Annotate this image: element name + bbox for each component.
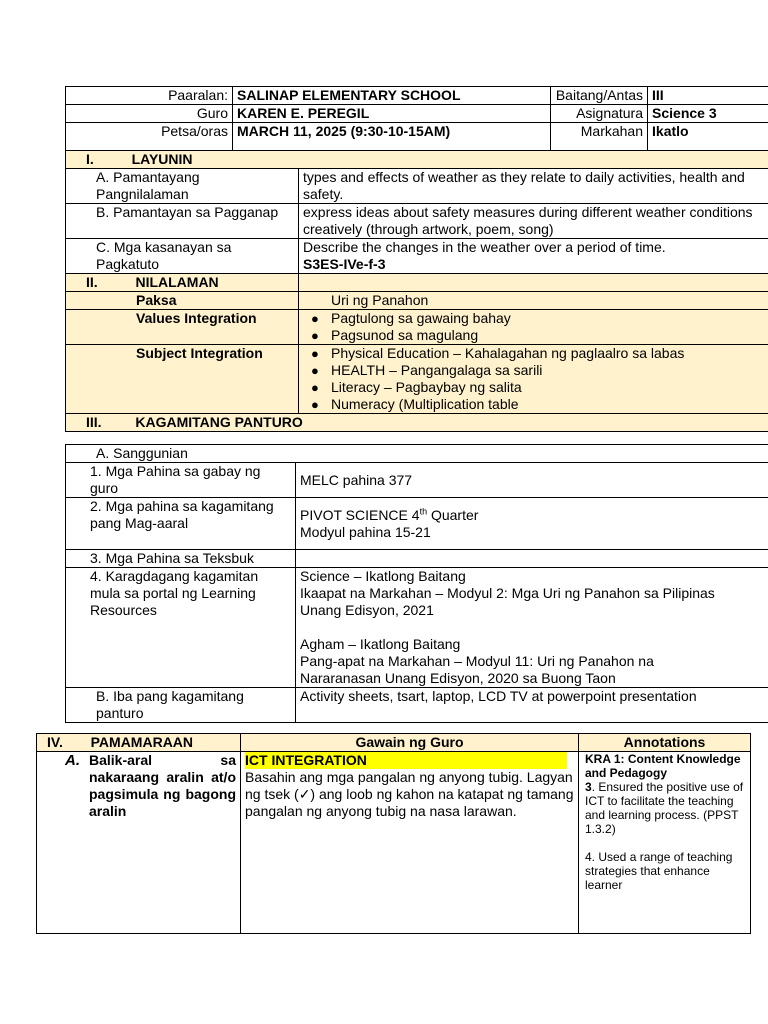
- objective-text: express ideas about safety measures during different weather conditions creatively (through artwork, poem, song): [299, 204, 768, 239]
- column-header: Annotations: [579, 734, 751, 752]
- objective-label: C. Mga kasanayan sa Pagkatuto: [66, 239, 299, 274]
- markahan-value: Ikatlo: [648, 123, 768, 151]
- petsa-label: Petsa/oras: [66, 123, 233, 151]
- reference-label: 1. Mga Pahina sa gabay ng guro: [66, 463, 296, 498]
- subject-integration-label: Subject Integration: [66, 345, 299, 414]
- objective-label: B. Pamantayan sa Pagganap: [66, 204, 299, 239]
- objective-text: Describe the changes in the weather over a period of time.: [303, 239, 666, 255]
- asignatura-value: Science 3: [648, 105, 768, 123]
- baitang-label: Baitang/Antas: [551, 87, 648, 105]
- reference-value: PIVOT SCIENCE 4th Quarter: [300, 505, 479, 523]
- lesson-header-table: [65, 86, 768, 432]
- sanggunian-title: A. Sanggunian: [66, 445, 768, 463]
- section-number: I.: [86, 151, 94, 167]
- reference-value: Modyul pahina 15-21: [300, 523, 431, 540]
- values-integration-label: Values Integration: [66, 310, 299, 345]
- paaralan-label: Paaralan:: [66, 87, 233, 105]
- guro-label: Guro: [66, 105, 233, 123]
- paaralan-value: SALINAP ELEMENTARY SCHOOL: [233, 87, 551, 105]
- section-layunin: [66, 151, 768, 169]
- reference-line: Ikaapat na Markahan – Modyul 2: Mga Uri ng Panahon sa Pilipinas: [300, 585, 715, 601]
- list-item: ● Literacy – Pagbaybay ng salita: [303, 379, 764, 396]
- section-title: KAGAMITANG PANTURO: [135, 414, 303, 430]
- list-item: ● Numeracy (Multiplication table: [303, 396, 764, 413]
- section-number: II.: [86, 274, 98, 290]
- column-header: Gawain ng Guro: [241, 734, 579, 752]
- kra-heading: KRA 1: Content Knowledge and Pedagogy: [585, 752, 741, 780]
- section-nilalaman: [66, 274, 768, 292]
- reference-line: Unang Edisyon, 2021: [300, 602, 434, 618]
- section-title: LAYUNIN: [131, 151, 193, 167]
- section-title: PAMAMARAAN: [90, 734, 194, 750]
- reference-value: MELC pahina 377: [296, 463, 768, 498]
- reference-label: 2. Mga pahina sa kagamitang pang Mag-aaral: [66, 498, 296, 550]
- list-item: ● Pagtulong sa gawaing bahay: [303, 310, 764, 327]
- reference-line: Nararanasan Unang Edisyon, 2020 sa Buong Taon: [300, 670, 616, 686]
- paksa-label: Paksa: [66, 292, 299, 310]
- reference-value: [296, 550, 768, 568]
- activity-instructions: Basahin ang mga pangalan ng anyong tubig. Lagyan ng tsek (✓) ang loob ng kahon na katapat ng tamang pangalan ng anyong tubig na nasa larawan.: [245, 769, 574, 819]
- ict-integration-heading: ICT INTEGRATION: [245, 752, 567, 769]
- baitang-value: III: [648, 87, 768, 105]
- petsa-value: MARCH 11, 2025 (9:30-10-15AM): [233, 123, 551, 151]
- reference-value: Activity sheets, tsart, laptop, LCD TV at powerpoint presentation: [296, 688, 768, 723]
- subject-integration-list: [303, 345, 764, 413]
- list-item: ● Physical Education – Kahalagahan ng paglaalro sa labas: [303, 345, 764, 362]
- procedure-table: [36, 733, 751, 934]
- reference-label: B. Iba pang kagamitang panturo: [66, 688, 296, 723]
- reference-line: Agham – Ikatlong Baitang: [300, 636, 461, 652]
- markahan-label: Markahan: [551, 123, 648, 151]
- objective-label: A. Pamantayang Pangnilalaman: [66, 169, 299, 204]
- objective-text: types and effects of weather as they relate to daily activities, health and safety.: [299, 169, 768, 204]
- annotation-1: 3. Ensured the positive use of ICT to facilitate the teaching and learning process. (PPST 1.3.2): [585, 780, 744, 836]
- competency-code: S3ES-IVe-f-3: [303, 256, 386, 272]
- reference-line: Pang-apat na Markahan – Modyul 11: Uri ng Panahon na: [300, 653, 654, 669]
- guro-value: KAREN E. PEREGIL: [233, 105, 551, 123]
- asignatura-label: Asignatura: [551, 105, 648, 123]
- reference-line: Science – Ikatlong Baitang: [300, 568, 466, 584]
- section-kagamitan: [66, 414, 768, 432]
- section-number: III.: [86, 414, 102, 430]
- reference-label: 4. Karagdagang kagamitan mula sa portal ng Learning Resources: [66, 568, 296, 688]
- step-label: Balik-aral sa nakaraang aralin at/o pagsimula ng bagong aralin: [89, 752, 236, 819]
- section-title: NILALAMAN: [135, 274, 219, 290]
- step-letter: A.: [65, 752, 80, 769]
- values-integration-list: [303, 310, 764, 344]
- annotation-2: 4. Used a range of teaching strategies that enhance learner: [585, 850, 733, 892]
- section-number: IV.: [47, 734, 63, 750]
- reference-label: 3. Mga Pahina sa Teksbuk: [66, 550, 296, 568]
- list-item: ● HEALTH – Pangangalaga sa sarili: [303, 362, 764, 379]
- references-table: [65, 444, 768, 723]
- paksa-value: Uri ng Panahon: [299, 292, 768, 310]
- list-item: ● Pagsunod sa magulang: [303, 327, 764, 344]
